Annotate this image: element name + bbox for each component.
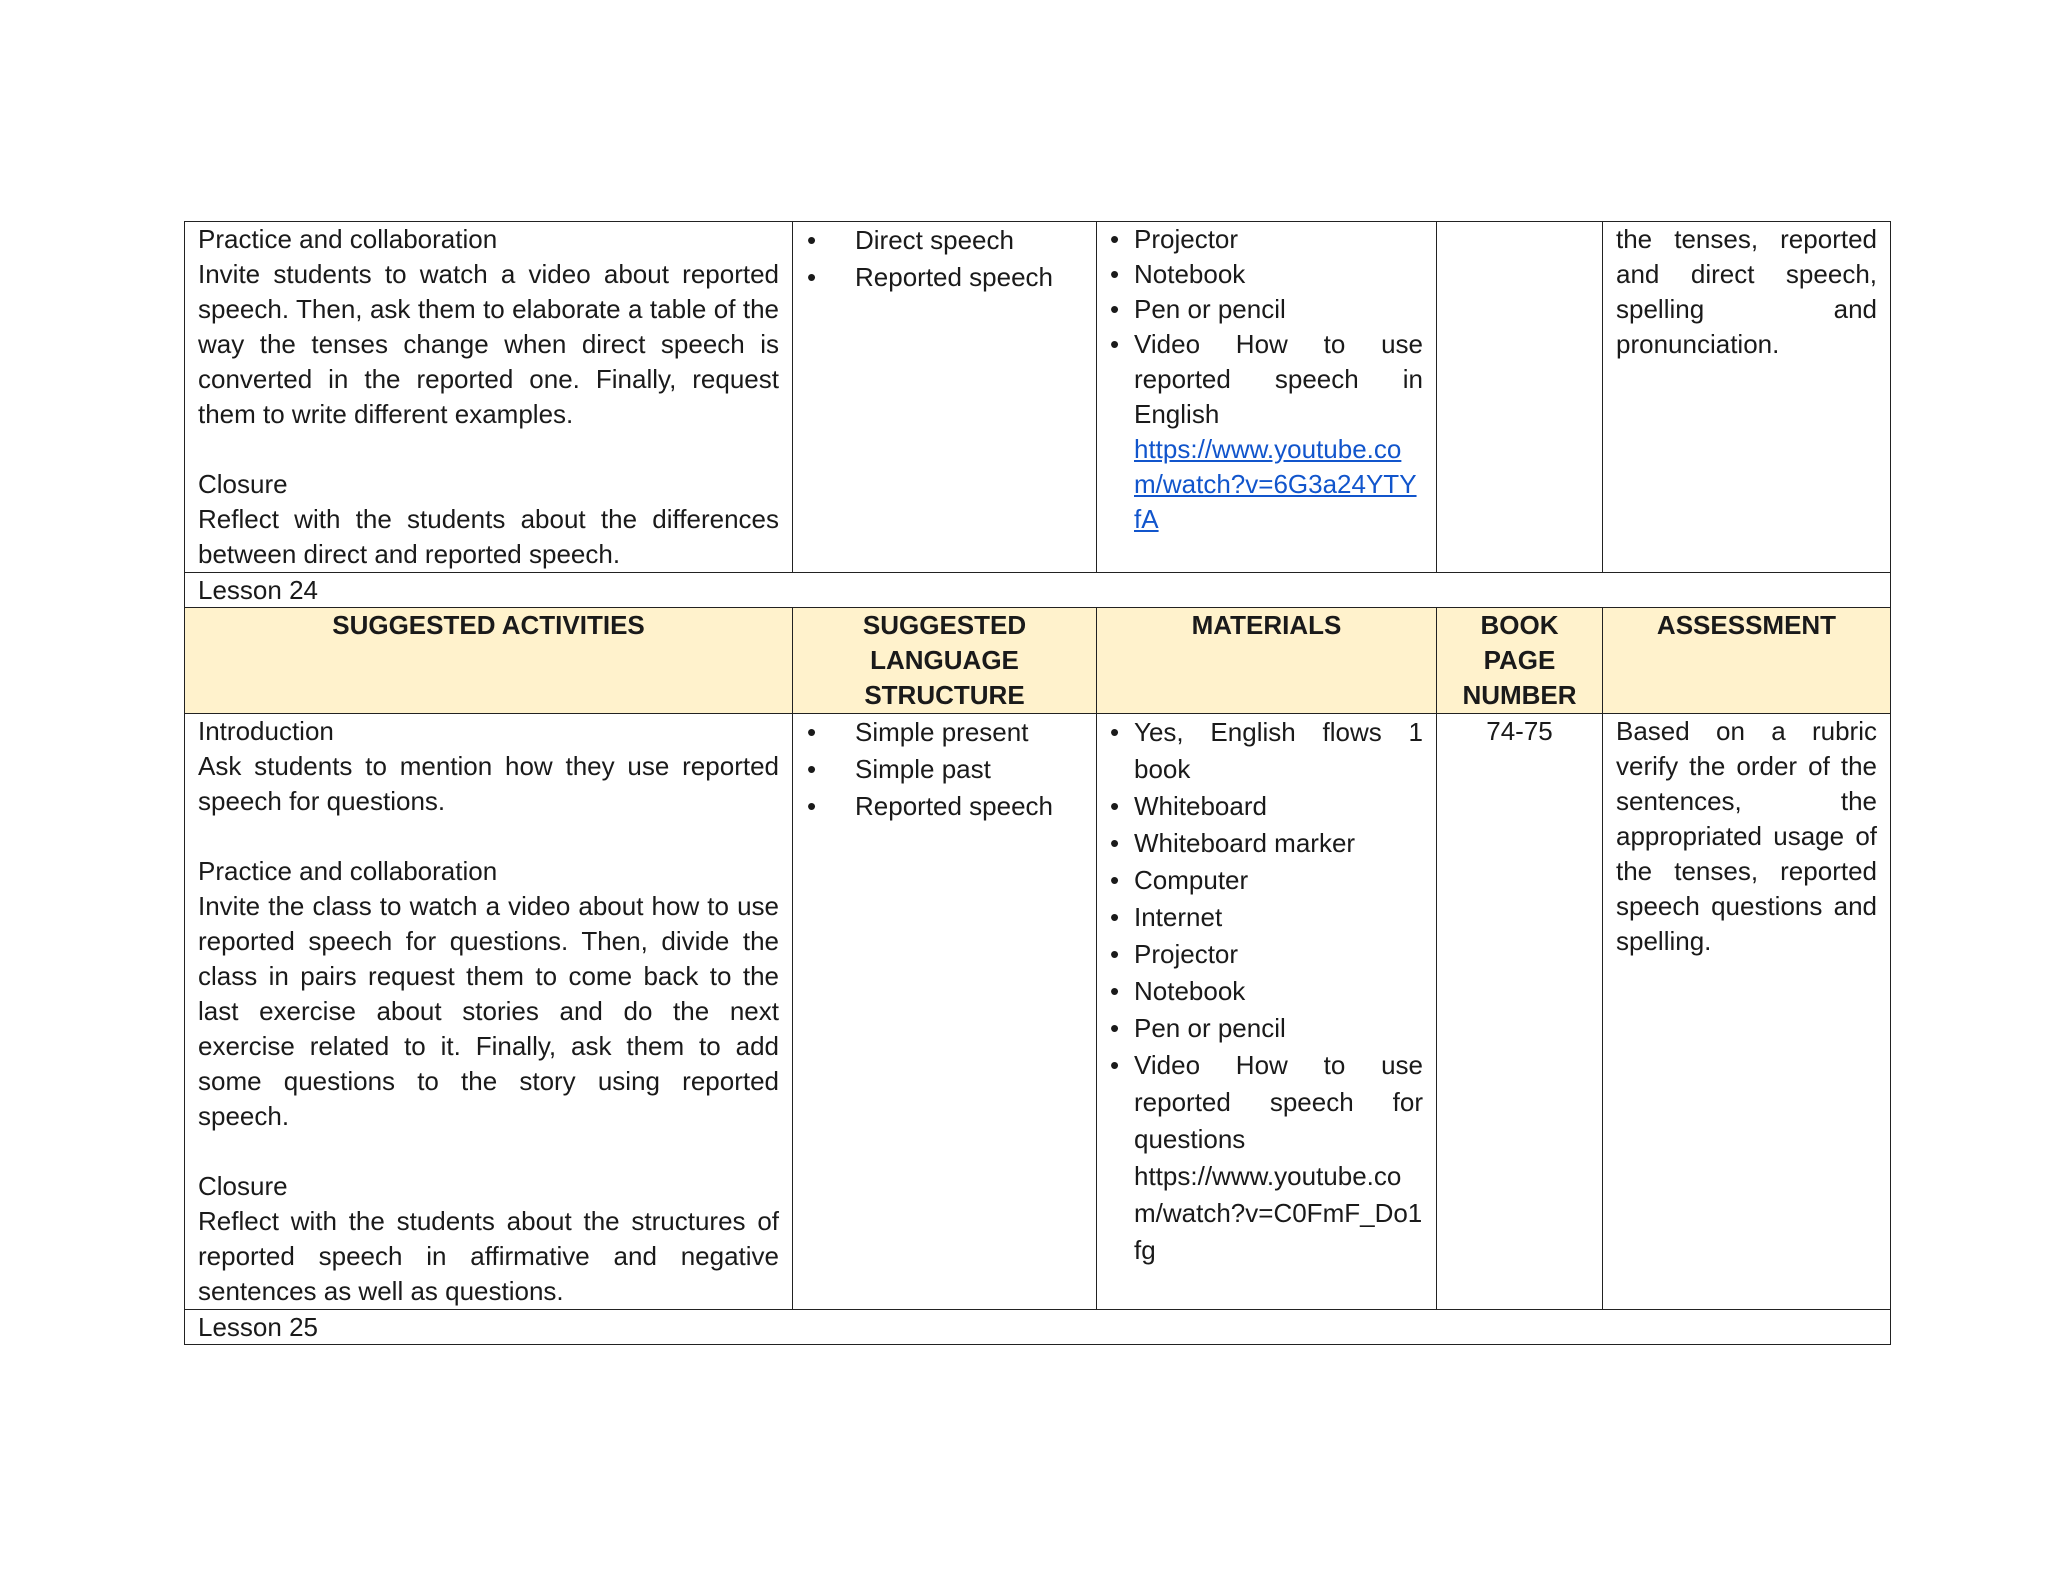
list-item: • Pen or pencil — [1110, 292, 1423, 327]
lesson-label: Lesson 24 — [185, 573, 1891, 608]
language-cell — [793, 714, 1097, 1310]
lesson-label: Lesson 25 — [185, 1310, 1891, 1345]
language-list — [793, 714, 1096, 825]
list-item: • Simple past — [793, 751, 1096, 788]
header-book-page: BOOK PAGE NUMBER — [1437, 608, 1603, 714]
list-item: • Reported speech — [793, 259, 1096, 296]
lesson-row — [185, 573, 1891, 608]
closure-heading: Closure — [198, 469, 288, 499]
table-row — [185, 714, 1891, 1310]
video-title: Video How to use reported speech for questions — [1134, 1050, 1423, 1154]
list-item: • Notebook — [1110, 973, 1423, 1010]
video-link[interactable]: https://www.youtube.com/watch?v=6G3a24YTYfA — [1134, 434, 1417, 534]
header-activities: SUGGESTED ACTIVITIES — [185, 608, 793, 714]
list-item: • Pen or pencil — [1110, 1010, 1423, 1047]
list-item: • Computer — [1110, 862, 1423, 899]
list-item: • Reported speech — [793, 788, 1096, 825]
lesson-row — [185, 1310, 1891, 1345]
list-item: • Yes, English flows 1 book — [1110, 714, 1423, 788]
list-item — [1110, 1047, 1423, 1269]
closure-heading: Closure — [198, 1171, 288, 1201]
activities-cell — [185, 222, 793, 573]
activities-cell — [185, 714, 793, 1310]
book-page-cell: 74-75 — [1437, 714, 1603, 1310]
lesson-plan-table — [184, 221, 1891, 1345]
materials-cell — [1097, 714, 1437, 1310]
list-item: • Projector — [1110, 222, 1423, 257]
list-item: • Whiteboard marker — [1110, 825, 1423, 862]
list-item: • Internet — [1110, 899, 1423, 936]
assessment-cell: the tenses, reported and direct speech, spelling and pronunciation. — [1603, 222, 1891, 573]
materials-list — [1110, 222, 1423, 537]
header-materials: MATERIALS — [1097, 608, 1437, 714]
practice-text: Invite students to watch a video about reported speech. Then, ask them to elaborate a table of the way the tenses change when direct speech is converted in the reported one. Finally, request them to write different examples. — [198, 259, 779, 429]
video-title: Video How to use reported speech in English — [1134, 329, 1423, 429]
language-list — [793, 222, 1096, 296]
list-item: • Whiteboard — [1110, 788, 1423, 825]
closure-text: Reflect with the students about the differences between direct and reported speech. — [198, 504, 779, 569]
practice-text: Invite the class to watch a video about how to use reported speech for questions. Then, divide the class in pairs request them to come back to the last exercise about stories and do the next exercise related to it. Finally, ask them to add some questions to the story using reported speech. — [198, 891, 779, 1131]
video-url-text: https://www.youtube.com/watch?v=C0FmF_Do1fg — [1134, 1161, 1423, 1265]
intro-heading: Introduction — [198, 716, 334, 746]
language-cell — [793, 222, 1097, 573]
list-item: • Simple present — [793, 714, 1096, 751]
book-page-cell — [1437, 222, 1603, 573]
materials-cell — [1097, 222, 1437, 573]
intro-text: Ask students to mention how they use reported speech for questions. — [198, 751, 779, 816]
materials-list — [1110, 714, 1423, 1269]
header-row — [185, 608, 1891, 714]
header-language: SUGGESTED LANGUAGE STRUCTURE — [793, 608, 1097, 714]
assessment-cell: Based on a rubric verify the order of the sentences, the appropriated usage of the tenses, reported speech questions and spelling. — [1603, 714, 1891, 1310]
list-item: • Projector — [1110, 936, 1423, 973]
list-item: • Notebook — [1110, 257, 1423, 292]
list-item — [1110, 327, 1423, 537]
practice-heading: Practice and collaboration — [198, 224, 498, 254]
closure-text: Reflect with the students about the structures of reported speech in affirmative and negative sentences as well as questions. — [198, 1206, 779, 1306]
header-assessment: ASSESSMENT — [1603, 608, 1891, 714]
list-item: • Direct speech — [793, 222, 1096, 259]
table-row — [185, 222, 1891, 573]
practice-heading: Practice and collaboration — [198, 856, 498, 886]
